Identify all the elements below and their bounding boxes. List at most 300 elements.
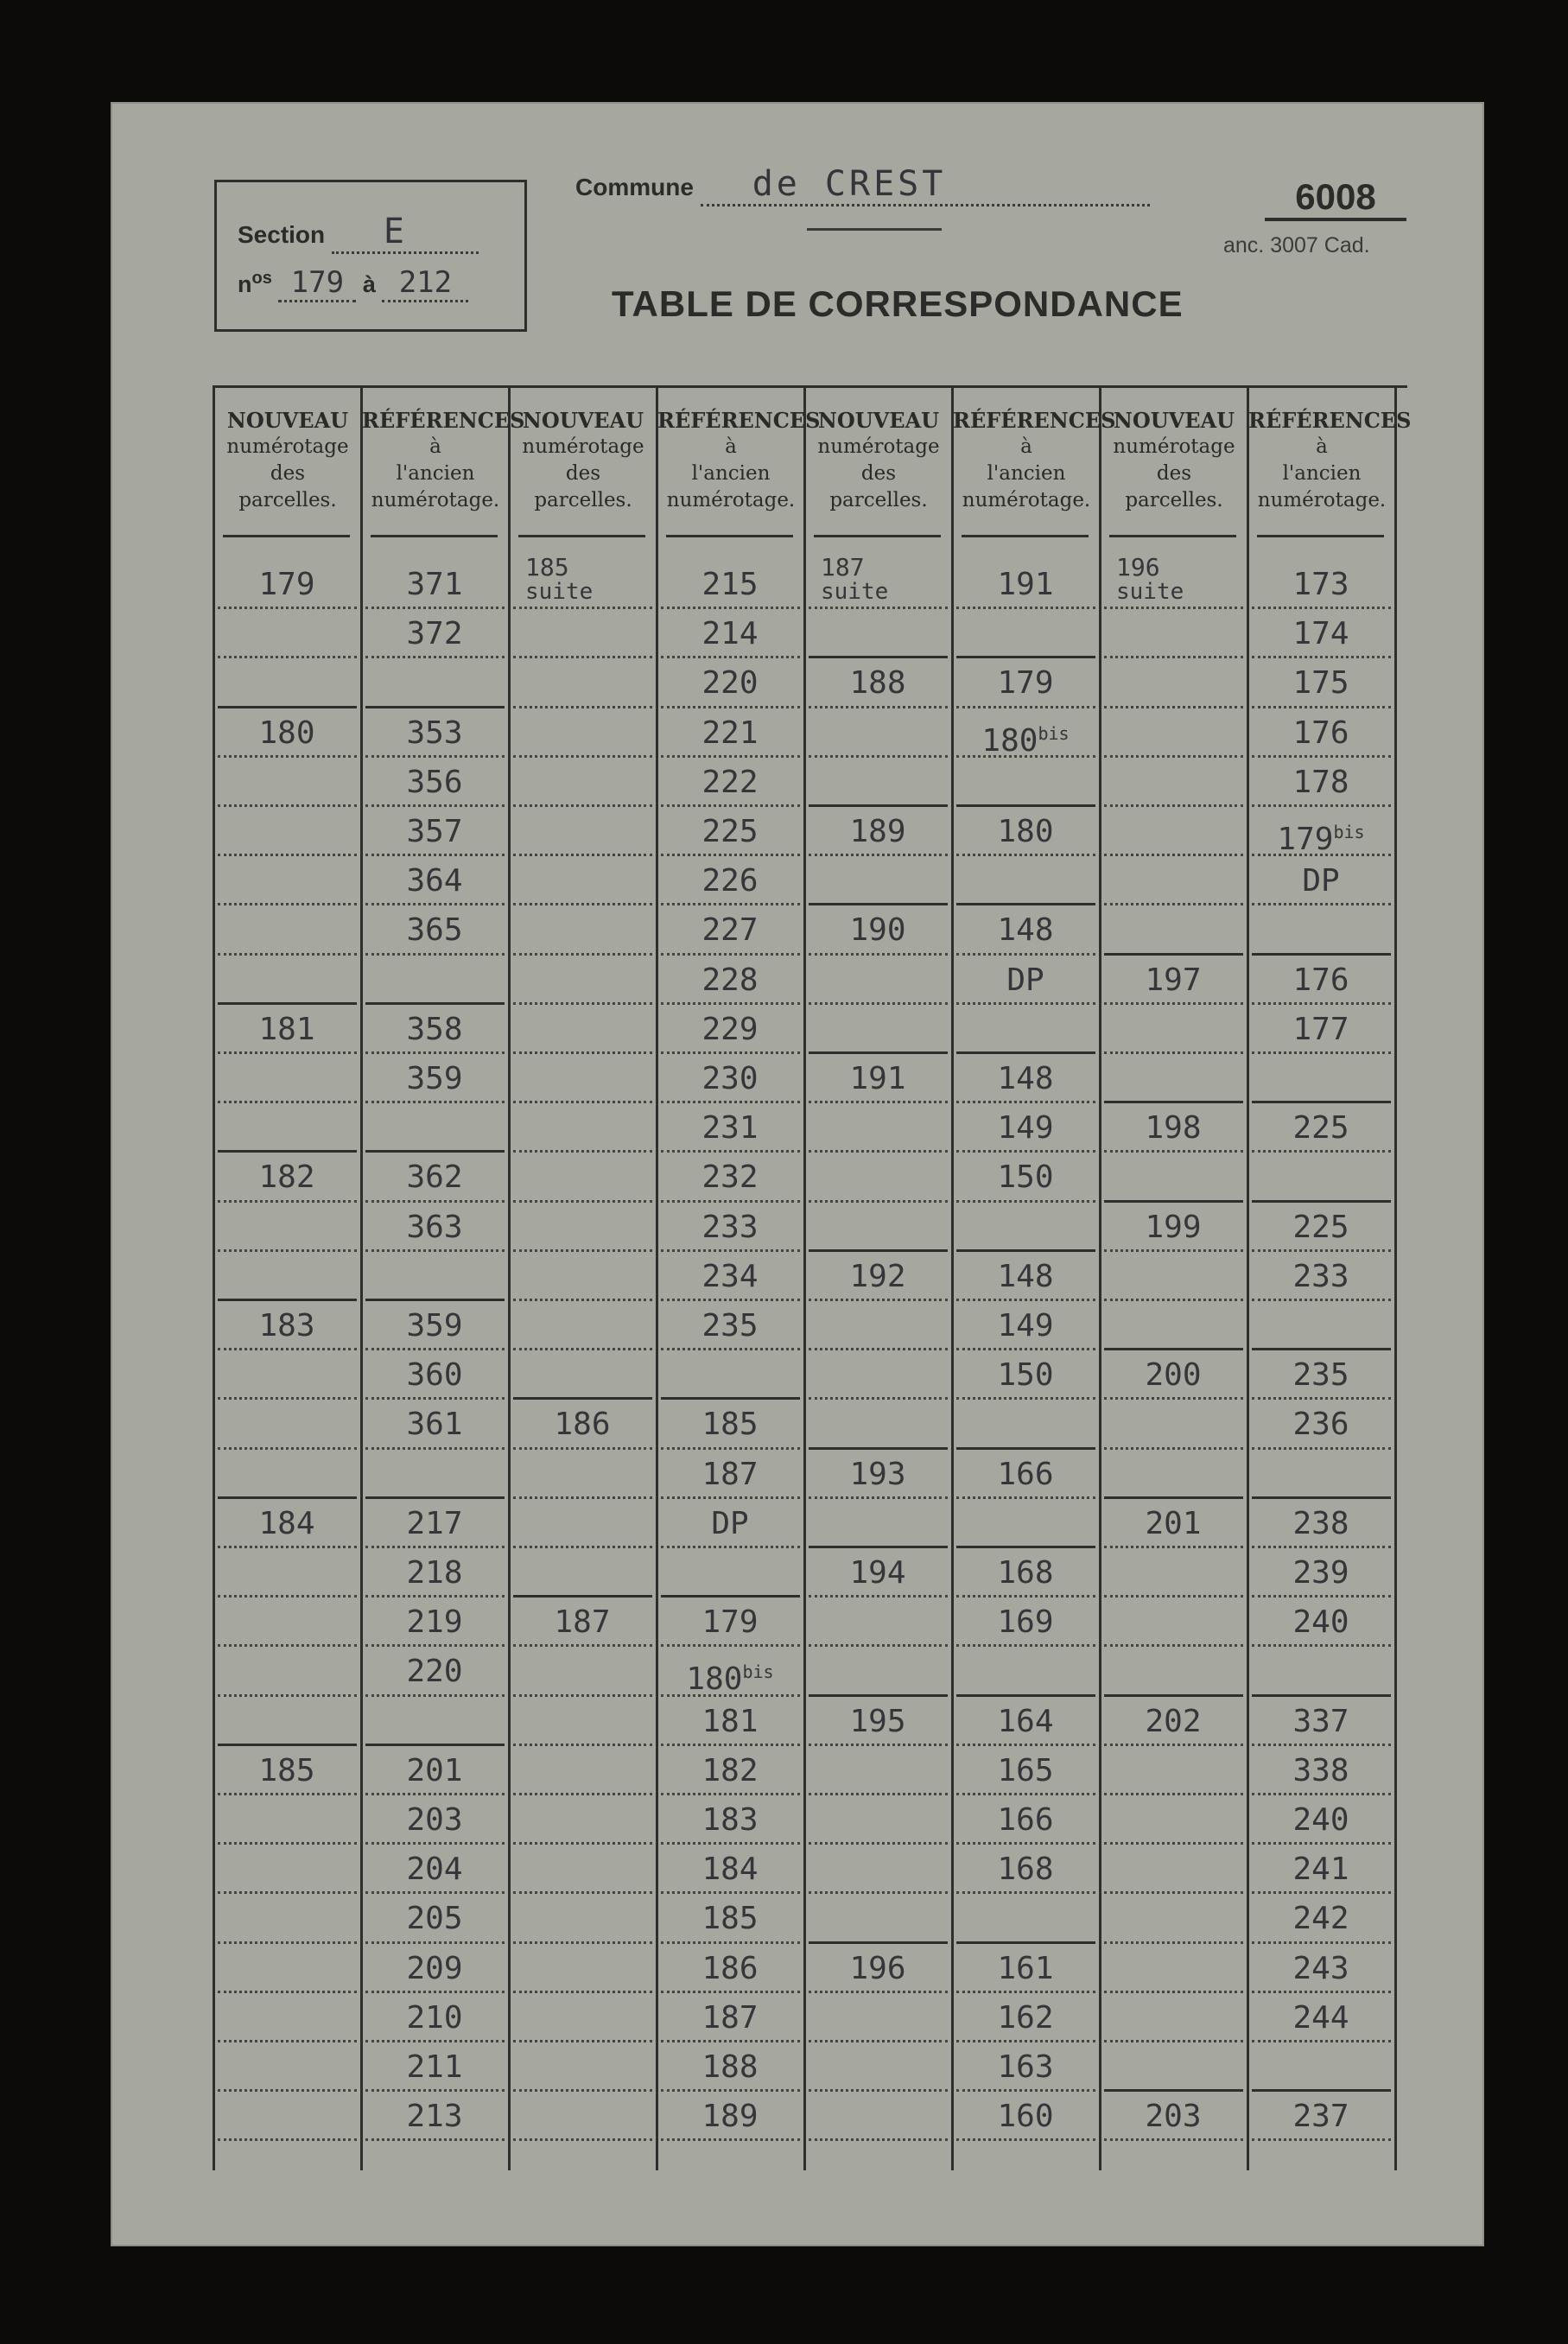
- column-rule: [508, 388, 511, 2170]
- row-separator: [809, 953, 948, 956]
- row-separator: [1252, 1595, 1391, 1598]
- row-separator: [365, 1348, 505, 1350]
- row-separator: [661, 1051, 800, 1054]
- parcel-old-reference: 241: [1292, 1852, 1349, 1888]
- row-separator: [1252, 1744, 1391, 1746]
- header-title: NOUVEAU: [522, 408, 644, 433]
- parcel-new-number: 182: [258, 1159, 315, 1196]
- parcel-old-reference: 182: [701, 1752, 759, 1788]
- row-separator: [661, 2040, 800, 2042]
- row-separator: [1104, 1941, 1243, 1944]
- row-separator: [513, 953, 652, 956]
- row-separator: [956, 1496, 1095, 1499]
- header-title: RÉFÉRENCES: [362, 408, 525, 433]
- row-separator: [365, 2040, 505, 2042]
- header-title: RÉFÉRENCES: [953, 408, 1116, 433]
- row-separator: [809, 607, 948, 609]
- parcel-old-reference: 371: [406, 567, 463, 602]
- row-separator: [513, 1150, 652, 1153]
- row-separator: [809, 2089, 948, 2092]
- suite-note: suite: [525, 579, 594, 605]
- parcel-old-reference: 213: [406, 2099, 463, 2135]
- parcel-old-reference: 361: [406, 1407, 463, 1443]
- row-separator: [1252, 1842, 1391, 1845]
- row-separator: [365, 1150, 505, 1153]
- parcel-old-reference: 358: [406, 1011, 463, 1047]
- row-separator: [1104, 1644, 1243, 1647]
- row-separator: [1252, 706, 1391, 708]
- header-subline: à: [1020, 435, 1032, 458]
- parcel-old-reference: 185: [701, 1901, 759, 1937]
- parcel-old-reference: 168: [997, 1555, 1054, 1591]
- parcel-old-reference: 169: [997, 1604, 1054, 1641]
- row-separator: [513, 2138, 652, 2141]
- header-subline: à: [429, 435, 441, 458]
- parcel-old-reference: 166: [997, 1802, 1054, 1838]
- row-separator: [365, 1101, 505, 1103]
- parcel-old-reference: 232: [701, 1159, 759, 1196]
- row-separator: [513, 1447, 652, 1450]
- row-separator: [661, 953, 800, 956]
- row-separator: [218, 953, 357, 956]
- row-separator: [809, 1842, 948, 1845]
- row-separator: [513, 1595, 652, 1598]
- row-separator: [513, 1397, 652, 1400]
- row-separator: [1104, 854, 1243, 856]
- header-subline: des: [565, 462, 601, 485]
- row-separator: [513, 2089, 652, 2092]
- header-rule: [814, 535, 941, 537]
- parcel-old-reference: 214: [701, 616, 759, 652]
- row-separator: [1104, 1793, 1243, 1795]
- row-separator: [809, 1101, 948, 1103]
- row-separator: [365, 2089, 505, 2092]
- parcel-old-reference: 227: [701, 912, 759, 949]
- parcel-old-reference: 359: [406, 1061, 463, 1096]
- row-separator: [661, 1496, 800, 1499]
- column-rule: [803, 388, 806, 2170]
- row-separator: [365, 804, 505, 807]
- row-separator: [1104, 1348, 1243, 1350]
- row-separator: [809, 1744, 948, 1746]
- parcel-old-reference: 243: [1292, 1950, 1349, 1986]
- parcel-old-reference: 187: [701, 1999, 759, 2036]
- row-separator: [661, 1348, 800, 1350]
- row-separator: [1252, 1348, 1391, 1350]
- section-box: [214, 180, 527, 332]
- parcel-old-reference: 364: [406, 863, 463, 899]
- parcel-old-reference: 160: [997, 2099, 1054, 2135]
- row-separator: [1104, 1101, 1243, 1103]
- commune-value: de CREST: [701, 164, 1150, 206]
- row-separator: [218, 1744, 357, 1746]
- row-separator: [956, 1150, 1095, 1153]
- row-separator: [513, 804, 652, 807]
- commune-label: Commune: [575, 174, 694, 200]
- row-separator: [218, 2040, 357, 2042]
- row-separator: [218, 1891, 357, 1894]
- row-separator: [956, 656, 1095, 658]
- row-separator: [1252, 1200, 1391, 1203]
- nos-line: [238, 265, 468, 302]
- row-separator: [809, 903, 948, 905]
- parcel-new-number: 184: [258, 1505, 315, 1541]
- row-separator: [513, 2040, 652, 2042]
- row-separator: [365, 2138, 505, 2141]
- row-separator: [661, 1941, 800, 1944]
- row-separator: [1252, 755, 1391, 758]
- row-separator: [218, 1299, 357, 1301]
- parcel-old-reference: 219: [406, 1604, 463, 1641]
- parcel-old-reference: 225: [701, 814, 759, 849]
- parcel-old-reference: 230: [701, 1061, 759, 1096]
- row-separator: [956, 1051, 1095, 1054]
- parcel-old-reference: 240: [1292, 1802, 1349, 1838]
- row-separator: [809, 1793, 948, 1795]
- row-separator: [956, 2040, 1095, 2042]
- row-separator: [956, 903, 1095, 905]
- header-subline: à: [1316, 435, 1328, 458]
- header-subline: l'ancien: [396, 462, 475, 485]
- row-separator: [513, 1496, 652, 1499]
- parcel-old-reference: DP: [1006, 962, 1044, 998]
- correspondence-card: [111, 102, 1484, 2246]
- parcel-new-number: 181: [258, 1011, 315, 1047]
- row-separator: [956, 1546, 1095, 1548]
- row-separator: [956, 1744, 1095, 1746]
- row-separator: [661, 2089, 800, 2092]
- row-separator: [809, 854, 948, 856]
- parcel-old-reference: 359: [406, 1308, 463, 1344]
- parcel-old-reference: 150: [997, 1159, 1054, 1196]
- row-separator: [661, 1200, 800, 1203]
- row-separator: [513, 1694, 652, 1697]
- row-separator: [956, 607, 1095, 609]
- row-separator: [1104, 1595, 1243, 1598]
- row-separator: [809, 2138, 948, 2141]
- header-title: RÉFÉRENCES: [1248, 408, 1412, 433]
- row-separator: [513, 1991, 652, 1993]
- row-separator: [1252, 656, 1391, 658]
- header-rule: [1257, 535, 1384, 537]
- row-separator: [1252, 953, 1391, 956]
- row-separator: [661, 656, 800, 658]
- parcel-old-reference: 173: [1292, 567, 1349, 602]
- parcel-old-reference: 175: [1292, 665, 1349, 702]
- row-separator: [218, 1842, 357, 1845]
- parcel-old-reference: 365: [406, 912, 463, 949]
- row-separator: [1104, 804, 1243, 807]
- parcel-old-reference: 210: [406, 1999, 463, 2036]
- parcel-new-number: 187: [554, 1604, 611, 1641]
- row-separator: [956, 804, 1095, 807]
- parcel-old-reference: 220: [406, 1654, 463, 1690]
- parcel-old-reference: 235: [701, 1308, 759, 1344]
- nos-label: n: [238, 271, 252, 297]
- header-title: NOUVEAU: [817, 408, 940, 433]
- row-separator: [513, 854, 652, 856]
- parcel-old-reference: $180^{bis}$: [686, 1661, 774, 1698]
- row-separator: [1104, 1891, 1243, 1894]
- row-separator: [1104, 2089, 1243, 2092]
- row-separator: [809, 706, 948, 708]
- parcel-new-number: 179: [258, 567, 315, 602]
- row-separator: [1252, 1941, 1391, 1944]
- row-separator: [218, 1002, 357, 1005]
- row-separator: [365, 706, 505, 708]
- parcel-new-number: 183: [258, 1308, 315, 1344]
- row-separator: [513, 607, 652, 609]
- header-subline: des: [270, 462, 306, 485]
- parcel-new-number: 189: [849, 814, 906, 849]
- parcel-old-reference: 242: [1292, 1901, 1349, 1937]
- parcel-old-reference: 357: [406, 814, 463, 849]
- row-separator: [1104, 1447, 1243, 1450]
- row-separator: [809, 1694, 948, 1697]
- parcel-old-reference: 229: [701, 1011, 759, 1047]
- row-separator: [1252, 1397, 1391, 1400]
- nos-to: 212: [382, 265, 468, 302]
- row-separator: [809, 1891, 948, 1894]
- row-separator: [956, 706, 1095, 708]
- row-separator: [809, 1299, 948, 1301]
- parcel-new-number: 200: [1145, 1357, 1202, 1394]
- row-separator: [1252, 1150, 1391, 1153]
- parcel-old-reference: 162: [997, 1999, 1054, 2036]
- row-separator: [1104, 2138, 1243, 2141]
- parcel-old-reference: 337: [1292, 1703, 1349, 1739]
- row-separator: [365, 607, 505, 609]
- row-separator: [1252, 1694, 1391, 1697]
- parcel-new-number: 193: [849, 1456, 906, 1492]
- row-separator: [956, 1200, 1095, 1203]
- row-separator: [365, 1299, 505, 1301]
- row-separator: [365, 1793, 505, 1795]
- row-separator: [956, 2138, 1095, 2141]
- row-separator: [513, 1842, 652, 1845]
- table-title: TABLE DE CORRESPONDANCE: [612, 283, 1184, 324]
- row-separator: [661, 1150, 800, 1153]
- parcel-old-reference: 209: [406, 1950, 463, 1986]
- row-separator: [513, 1744, 652, 1746]
- row-separator: [661, 903, 800, 905]
- row-separator: [1252, 1447, 1391, 1450]
- parcel-new-number: 195: [849, 1703, 906, 1739]
- header-subline: numérotage: [226, 435, 349, 458]
- header-title: RÉFÉRENCES: [657, 408, 821, 433]
- row-separator: [809, 1546, 948, 1548]
- row-separator: [956, 854, 1095, 856]
- header-subline: numérotage.: [962, 489, 1091, 511]
- parcel-old-reference: 225: [1292, 1110, 1349, 1147]
- row-separator: [513, 1644, 652, 1647]
- row-separator: [661, 1299, 800, 1301]
- row-separator: [1104, 1546, 1243, 1548]
- row-separator: [513, 1051, 652, 1054]
- row-separator: [513, 755, 652, 758]
- row-separator: [1252, 2138, 1391, 2141]
- cad-anc: anc. 3007 Cad.: [1223, 233, 1370, 257]
- parcel-old-reference: 164: [997, 1703, 1054, 1739]
- parcel-old-reference: 189: [701, 2099, 759, 2135]
- parcel-new-number: 198: [1145, 1110, 1202, 1147]
- row-separator: [1104, 1299, 1243, 1301]
- row-separator: [661, 1101, 800, 1103]
- row-separator: [218, 706, 357, 708]
- header-subline: l'ancien: [691, 462, 771, 485]
- parcel-new-number: 199: [1145, 1209, 1202, 1245]
- row-separator: [365, 1447, 505, 1450]
- header-subline: à: [725, 435, 737, 458]
- parcel-old-reference: 362: [406, 1159, 463, 1196]
- header-subline: l'ancien: [1282, 462, 1362, 485]
- parcel-old-reference: 218: [406, 1555, 463, 1591]
- parcel-old-reference: 240: [1292, 1604, 1349, 1641]
- parcel-old-reference: 360: [406, 1357, 463, 1394]
- parcel-old-reference: 363: [406, 1209, 463, 1245]
- row-separator: [1252, 1101, 1391, 1103]
- row-separator: [661, 1595, 800, 1598]
- row-separator: [1252, 2089, 1391, 2092]
- parcel-old-reference: 177: [1292, 1011, 1349, 1047]
- header-rule: [518, 535, 645, 537]
- parcel-new-number: 192: [849, 1258, 906, 1294]
- parcel-old-reference: 148: [997, 912, 1054, 949]
- header-subline: l'ancien: [987, 462, 1066, 485]
- row-separator: [218, 1150, 357, 1153]
- row-separator: [661, 1397, 800, 1400]
- row-separator: [1104, 1002, 1243, 1005]
- row-separator: [956, 1348, 1095, 1350]
- row-separator: [809, 656, 948, 658]
- parcel-old-reference: 338: [1292, 1752, 1349, 1788]
- header-subline: parcelles.: [238, 489, 337, 511]
- row-separator: [513, 1348, 652, 1350]
- row-separator: [365, 854, 505, 856]
- row-separator: [661, 706, 800, 708]
- parcel-old-reference: 233: [701, 1209, 759, 1245]
- row-separator: [1104, 1842, 1243, 1845]
- suite-note: suite: [821, 579, 889, 605]
- parcel-old-reference: 372: [406, 616, 463, 652]
- column-rule: [656, 388, 658, 2170]
- parcel-old-reference: 166: [997, 1456, 1054, 1492]
- row-separator: [513, 1891, 652, 1894]
- header-subline: numérotage: [817, 435, 940, 458]
- row-separator: [218, 1447, 357, 1450]
- row-separator: [809, 1249, 948, 1252]
- row-separator: [513, 1299, 652, 1301]
- header-subline: des: [860, 462, 897, 485]
- row-separator: [809, 1397, 948, 1400]
- header-title: NOUVEAU: [1113, 408, 1235, 433]
- parcel-old-reference: 165: [997, 1752, 1054, 1788]
- row-separator: [1252, 804, 1391, 807]
- parcel-old-reference: 161: [997, 1950, 1054, 1986]
- parcel-new-number: 197: [1145, 962, 1202, 998]
- parcel-old-reference: 244: [1292, 1999, 1349, 2036]
- column-rule: [213, 388, 215, 2170]
- header-nouveau: [214, 407, 361, 514]
- parcel-old-reference: 148: [997, 1061, 1054, 1096]
- row-separator: [365, 1546, 505, 1548]
- row-separator: [1104, 1200, 1243, 1203]
- section-value: E: [332, 212, 479, 254]
- row-separator: [809, 1348, 948, 1350]
- row-separator: [809, 804, 948, 807]
- parcel-old-reference: 150: [997, 1357, 1054, 1394]
- row-separator: [218, 903, 357, 905]
- parcel-new-number: 185 suite: [513, 556, 663, 594]
- row-separator: [513, 1793, 652, 1795]
- row-separator: [661, 1546, 800, 1548]
- row-separator: [661, 1744, 800, 1746]
- parcel-old-reference: 226: [701, 863, 759, 899]
- bis-marker: bis: [742, 1661, 774, 1683]
- row-separator: [218, 607, 357, 609]
- parcel-old-reference: 148: [997, 1258, 1054, 1294]
- parcel-old-reference: 181: [701, 1703, 759, 1739]
- row-separator: [218, 1249, 357, 1252]
- parcel-old-reference: 178: [1292, 764, 1349, 800]
- parcel-old-reference: 237: [1292, 2099, 1349, 2135]
- row-separator: [661, 1891, 800, 1894]
- header-subline: numérotage: [522, 435, 644, 458]
- row-separator: [218, 1348, 357, 1350]
- row-separator: [365, 1744, 505, 1746]
- row-separator: [218, 1694, 357, 1697]
- parcel-old-reference: 236: [1292, 1407, 1349, 1443]
- section-label: Section: [238, 221, 326, 248]
- row-separator: [809, 2040, 948, 2042]
- row-separator: [956, 1397, 1095, 1400]
- row-separator: [1104, 656, 1243, 658]
- row-separator: [809, 1595, 948, 1598]
- row-separator: [365, 1842, 505, 1845]
- column-rule: [1247, 388, 1249, 2170]
- row-separator: [1104, 1991, 1243, 1993]
- parcel-new-number: 196 suite: [1104, 556, 1254, 594]
- column-rule: [951, 388, 954, 2170]
- row-separator: [809, 1200, 948, 1203]
- parcel-new-number: 190: [849, 912, 906, 949]
- parcel-old-reference: 180: [997, 814, 1054, 849]
- parcel-old-reference: 176: [1292, 715, 1349, 751]
- row-separator: [513, 1200, 652, 1203]
- row-separator: [956, 1299, 1095, 1301]
- header-subline: parcelles.: [829, 489, 928, 511]
- parcel-old-reference: 176: [1292, 962, 1349, 998]
- row-separator: [513, 1546, 652, 1548]
- parcel-old-reference: 179: [997, 665, 1054, 702]
- row-separator: [1104, 2040, 1243, 2042]
- parcel-old-reference: 220: [701, 665, 759, 702]
- parcel-old-reference: 183: [701, 1802, 759, 1838]
- row-separator: [661, 2138, 800, 2141]
- parcel-old-reference: 222: [701, 764, 759, 800]
- parcel-new-number: 186: [554, 1407, 611, 1443]
- header-subline: numérotage.: [371, 489, 500, 511]
- parcel-old-reference: 228: [701, 962, 759, 998]
- header-subline: numérotage.: [666, 489, 796, 511]
- row-separator: [218, 755, 357, 758]
- parcel-old-reference: 217: [406, 1505, 463, 1541]
- parcel-old-reference: 188: [701, 2049, 759, 2085]
- row-separator: [809, 1447, 948, 1450]
- column-rule: [1099, 388, 1101, 2170]
- row-separator: [365, 1644, 505, 1647]
- parcel-new-number: 180: [258, 715, 315, 751]
